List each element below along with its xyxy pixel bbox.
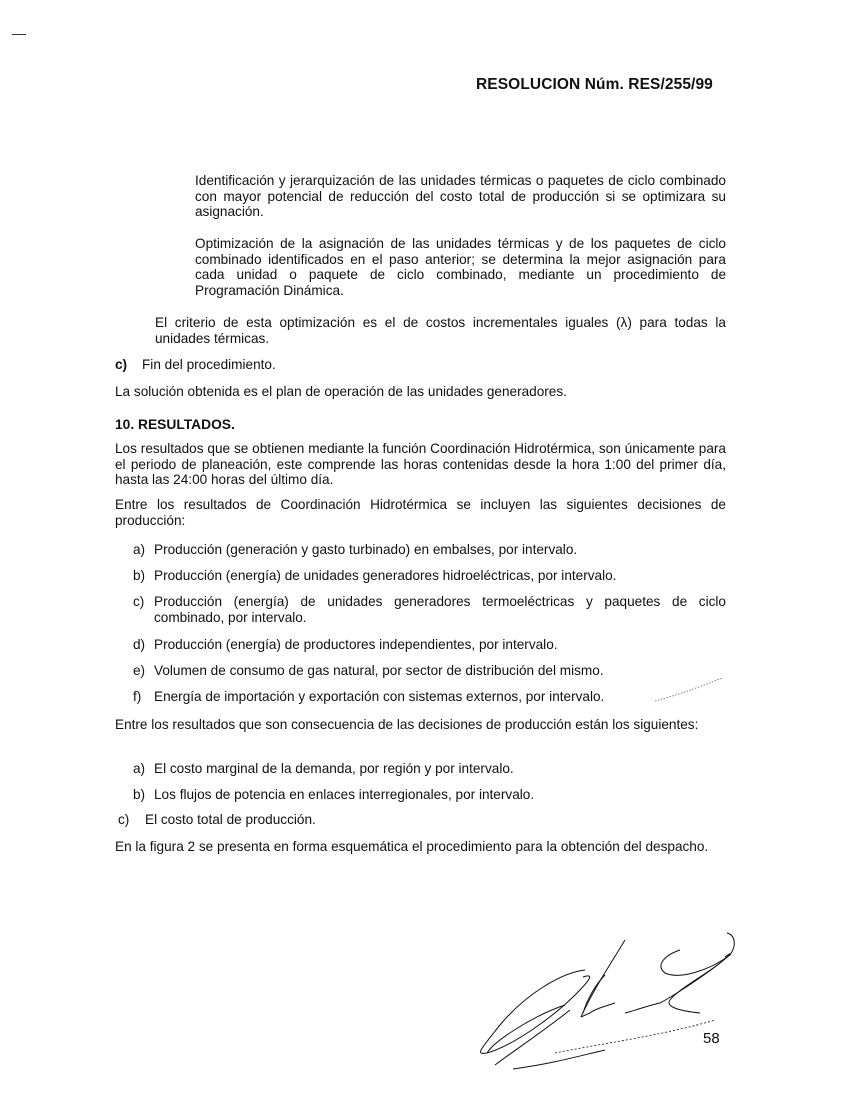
decision-item: [133, 637, 726, 653]
closing-paragraph: En la figura 2 se presenta en forma esquemática el procedimiento para la obtención del despacho.: [115, 839, 709, 854]
solution-paragraph: La solución obtenida es el plan de operación de las unidades generadores.: [115, 384, 567, 399]
decision-marker: f): [133, 689, 142, 704]
decision-marker: d): [133, 637, 146, 652]
decision-item: [133, 568, 726, 584]
decision-item: [133, 689, 726, 705]
end-item-text: Fin del procedimiento.: [142, 357, 276, 372]
decision-text: Producción (energía) de unidades generadores hidroeléctricas, por intervalo.: [154, 568, 617, 583]
decision-marker: b): [133, 568, 146, 583]
consequences-intro: Entre los resultados que son consecuencia de las decisiones de producción están los siguientes:: [115, 717, 699, 732]
decision-marker: a): [133, 542, 146, 557]
pen-stroke: [650, 675, 730, 705]
decision-text: Energía de importación y exportación con sistemas externos, por intervalo.: [154, 689, 605, 704]
criterion-paragraph: El criterio de esta optimización es el de costos incrementales iguales (λ) para todas la unidades térmicas.: [155, 315, 726, 346]
consequence-marker: c): [118, 812, 130, 827]
consequence-item: [133, 787, 726, 803]
decision-text: Producción (generación y gasto turbinado) en embalses, por intervalo.: [154, 542, 578, 557]
decision-item: [133, 542, 726, 558]
document-header: RESOLUCION Núm. RES/255/99: [476, 76, 713, 93]
signature: [465, 925, 755, 1075]
end-item: [115, 357, 726, 373]
decision-marker: e): [133, 663, 146, 678]
decision-marker: c): [133, 594, 145, 609]
step-optimization: Optimización de la asignación de las unidades térmicas y de los paquetes de ciclo combinado identificados en el paso anterior; se determina la mejor asignación para cada unidad o paquete de ciclo combinado, mediante un procedimiento de Programación Dinámica.: [195, 236, 726, 298]
decisions-intro: Entre los resultados de Coordinación Hidrotérmica se incluyen las siguientes decisiones de producción:: [115, 497, 726, 528]
consequence-marker: b): [133, 787, 146, 802]
page-number: 58: [703, 1030, 720, 1047]
decision-text: Volumen de consumo de gas natural, por sector de distribución del mismo.: [154, 663, 604, 678]
consequence-item: [133, 761, 726, 777]
consequence-marker: a): [133, 761, 146, 776]
consequence-item: [118, 812, 726, 828]
end-item-marker: c): [115, 357, 128, 372]
scan-mark: [12, 34, 26, 35]
decision-item: [133, 663, 726, 679]
section-title: 10. RESULTADOS.: [115, 417, 235, 432]
section-intro: Los resultados que se obtienen mediante la función Coordinación Hidrotérmica, son únicamente para el periodo de planeación, este comprende las horas contenidas desde la hora 1:00 del primer día, hasta las 24:00 horas del último día.: [115, 441, 726, 487]
consequence-text: El costo marginal de la demanda, por región y por intervalo.: [154, 761, 514, 776]
decision-text: Producción (energía) de productores independientes, por intervalo.: [154, 637, 558, 652]
decision-text: Producción (energía) de unidades generadores termoeléctricas y paquetes de ciclo combinado, por intervalo.: [154, 594, 726, 625]
consequence-text: El costo total de producción.: [145, 812, 316, 827]
decision-item: [133, 594, 726, 625]
consequence-text: Los flujos de potencia en enlaces interregionales, por intervalo.: [154, 787, 535, 802]
step-identification: Identificación y jerarquización de las unidades térmicas o paquetes de ciclo combinado con mayor potencial de reducción del costo total de producción si se optimizara su asignación.: [195, 173, 726, 219]
